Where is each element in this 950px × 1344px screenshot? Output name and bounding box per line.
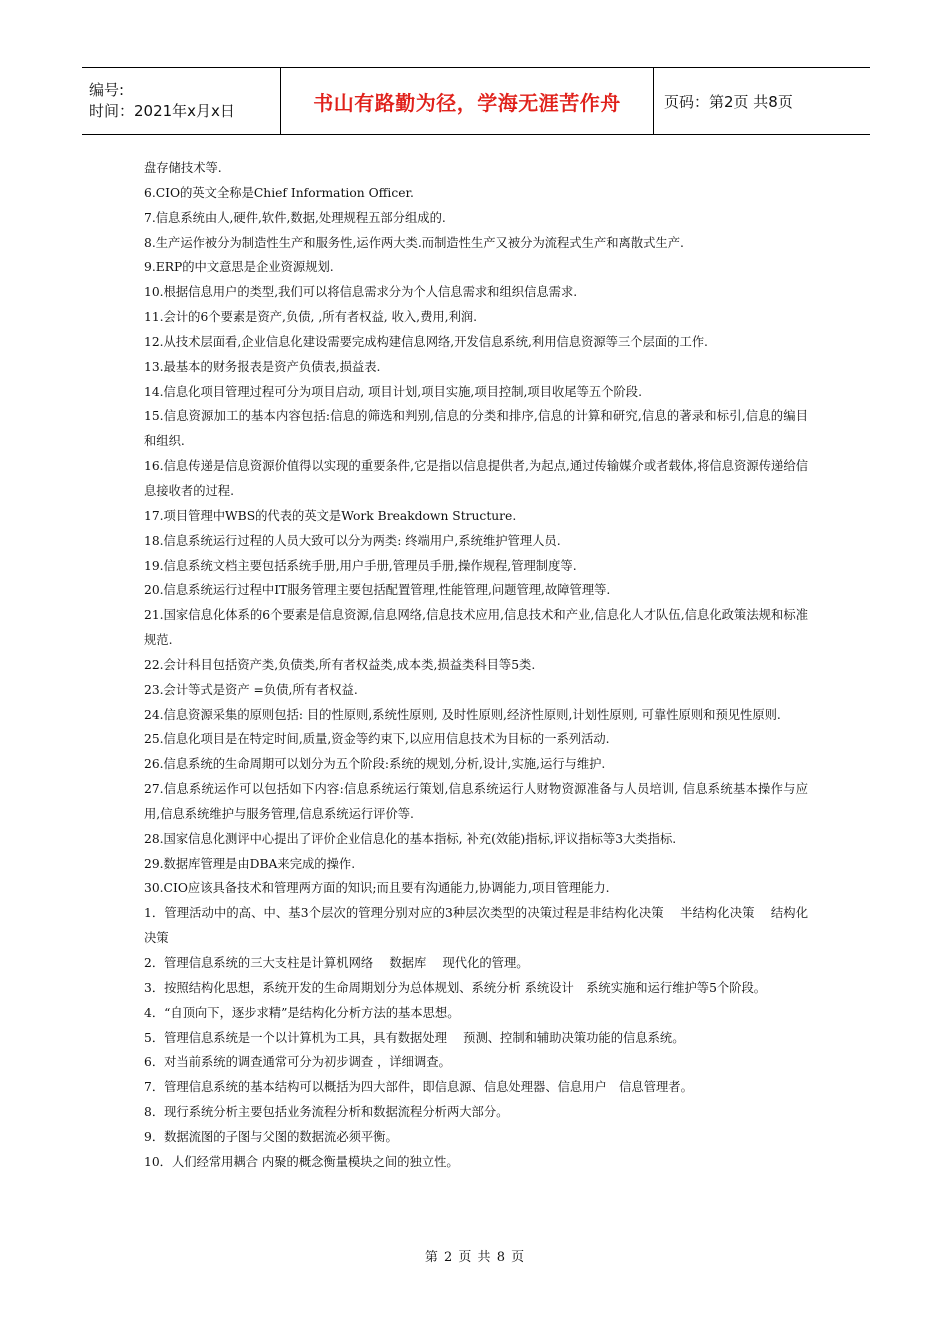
paragraph: 10.根据信息用户的类型,我们可以将信息需求分为个人信息需求和组织信息需求. [144,285,578,300]
paragraph: 18.信息系统运行过程的人员大致可以分为两类: 终端用户,系统维护管理人员. [144,533,561,548]
paragraph: 7.信息系统由人,硬件,软件,数据,处理规程五部分组成的. [144,210,446,225]
page-footer: 第 2 页 共 8 页 [424,1250,526,1265]
paragraph: 13.最基本的财务报表是资产负债表,损益表. [144,359,381,374]
paragraph: 10．人们经常用耦合 内聚的概念衡量模块之间的独立性。 [144,1154,459,1169]
paragraph: 22.会计科目包括资产类,负债类,所有者权益类,成本类,损益类科目等5类. [144,657,536,672]
paragraph: 29.数据库管理是由DBA来完成的操作. [144,856,356,871]
paragraph: 17.项目管理中WBS的代表的英文是Work Breakdown Structure. [144,508,517,523]
paragraph: 20.信息系统运行过程中IT服务管理主要包括配置管理,性能管理,问题管理,故障管理等. [144,583,611,598]
paragraph: 8.生产运作被分为制造性生产和服务性,运作两大类.而制造性生产又被分为流程式生产和离散式生产. [144,235,684,250]
paragraph: 19.信息系统文档主要包括系统手册,用户手册,管理员手册,操作规程,管理制度等. [144,558,577,573]
paragraph: 5．管理信息系统是一个以计算机为工具，具有数据处理 预测、控制和辅助决策功能的信息系统。 [144,1030,685,1045]
paragraph: 14.信息化项目管理过程可分为项目启动, 项目计划,项目实施,项目控制,项目收尾等五个阶段. [144,384,642,399]
page-header [82,67,870,135]
paragraph: 12.从技术层面看,企业信息化建设需要完成构建信息网络,开发信息系统,利用信息资源等三个层面的工作. [144,334,708,349]
header-page-cell [654,68,870,134]
time-label: 时间：2021年x月x日 [89,102,235,120]
paragraph: 2．管理信息系统的三大支柱是计算机网络 数据库 现代化的管理。 [144,956,529,970]
paragraph: 25.信息化项目是在特定时间,质量,资金等约束下,以应用信息技术为目标的一系列活动. [144,732,610,747]
paragraph: 16.信息传递是信息资源价值得以实现的重要条件,它是指以信息提供者,为起点,通过传输媒介或者载体,将信息资源传递给信息接收者的过程. [144,459,808,498]
header-motto-cell [281,68,654,134]
paragraph: 9.ERP的中文意思是企业资源规划. [144,260,334,275]
page-number-label: 页码：第2页 共8页 [664,92,793,111]
header-info-cell [82,68,281,134]
paragraph: 9．数据流图的子图与父图的数据流必须平衡。 [144,1129,398,1144]
paragraph: 24.信息资源采集的原则包括: 目的性原则,系统性原则, 及时性原则,经济性原则,计划性原则, 可靠性原则和预见性原则. [144,707,781,722]
paragraph: 23.会计等式是资产 =负债,所有者权益. [144,682,358,697]
paragraph: 4．“自顶向下，逐步求精”是结构化分析方法的基本思想。 [144,1005,460,1020]
paragraph: 28.国家信息化测评中心提出了评价企业信息化的基本指标, 补充(效能)指标,评议指标等3大类指标. [144,831,677,846]
paragraph: 30.CIO应该具备技术和管理两方面的知识;而且要有沟通能力,协调能力,项目管理能力. [144,881,610,896]
paragraph: 8．现行系统分析主要包括业务流程分析和数据流程分析两大部分。 [144,1105,509,1120]
paragraph: 11.会计的6个要素是资产,负债, ,所有者权益, 收入,费用,利润. [144,310,478,325]
paragraph: 6.CIO的英文全称是Chief Information Officer. [144,185,414,200]
motto-text: 书山有路勤为径，学海无涯苦作舟 [313,90,621,115]
paragraph: 7．管理信息系统的基本结构可以概括为四大部件，即信息源、信息处理器、信息用户 信息管理者。 [144,1080,693,1095]
paragraph: 15.信息资源加工的基本内容包括:信息的筛选和判别,信息的分类和排序,信息的计算和研究,信息的著录和标引,信息的编目和组织. [144,409,808,449]
number-label: 编号: [89,81,125,99]
document-body [144,156,808,1175]
paragraph: 3．按照结构化思想，系统开发的生命周期划分为总体规划、系统分析 系统设计 系统实施和运行维护等5个阶段。 [144,980,767,995]
paragraph: 27.信息系统运作可以包括如下内容:信息系统运行策划,信息系统运行人财物资源准备与人员培训, 信息系统基本操作与应用,信息系统维护与服务管理,信息系统运行评价等. [144,782,808,821]
paragraph: 盘存储技术等. [144,161,222,175]
paragraph: 6．对当前系统的调查通常可分为初步调查 ，详细调查。 [144,1055,451,1070]
paragraph: 1．管理活动中的高、中、基3个层次的管理分别对应的3种层次类型的决策过程是非结构化决策 半结构化决策 结构化决策 [144,906,808,946]
paragraph: 26.信息系统的生命周期可以划分为五个阶段:系统的规划,分析,设计,实施,运行与维护. [144,757,606,772]
paragraph: 21.国家信息化体系的6个要素是信息资源,信息网络,信息技术应用,信息技术和产业,信息化人才队伍,信息化政策法规和标准规范. [144,608,808,648]
